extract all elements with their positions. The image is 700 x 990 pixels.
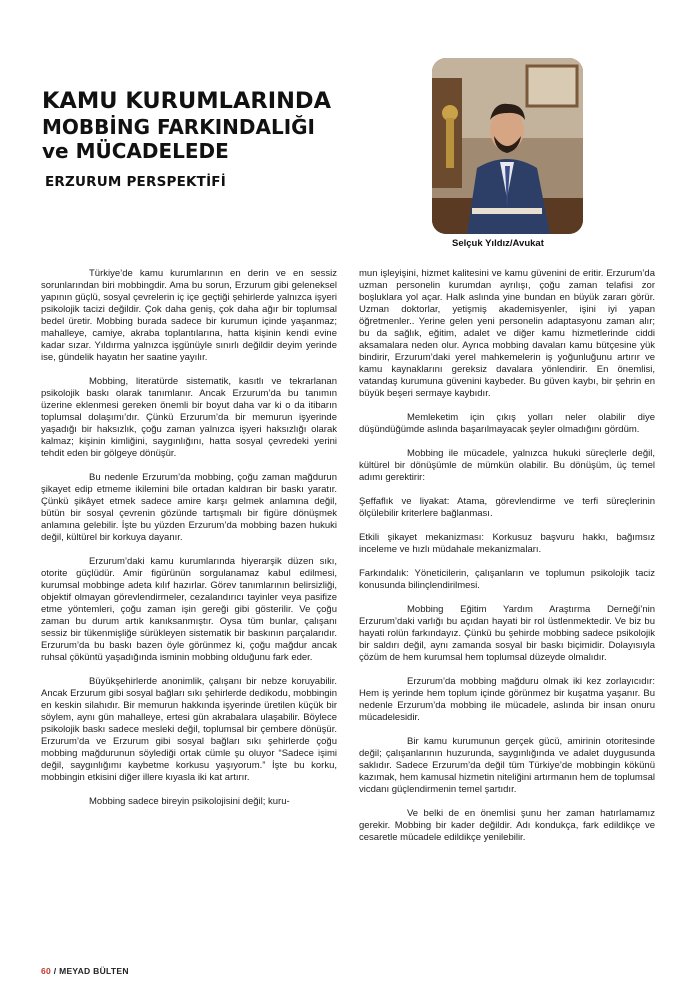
paragraph: Büyükşehirlerde anonimlik, çalışanı bir nebze koruyabilir. Ancak Erzurum gibi sosyal bağları sıkı şehirlerde dedikodu, mobbingin en keskin silahıdır. Bir memurun hakkında işyerinde üretilen küçük bir söylem, aynı gün mahalleye, ertesi gün akrabalara ulaşabilir. Böylece psikolojik baskı sadece mesleki değil, toplumsal bir çembere dönüşür. Erzurum’da ve Erzurum gibi sosyal bağları sıkı şehirlerde çoğu mobbing mağdurunun söylediği ortak cümle şu oluyor “Sadece işimi değil, saygınlığımı kaybetme korkusu yaşıyorum.” İşte bu korku, mobbingin etkisini diğer illere kıyasla iki kat artırır. (41, 676, 337, 783)
article-title (42, 88, 372, 191)
right-column (359, 268, 655, 856)
paragraph: Mobbing sadece bireyin psikolojisini değil; kuru- (89, 796, 290, 807)
page-footer (41, 966, 129, 976)
paragraph: Memleketim için çıkış yolları neler olabilir diye düşündüğümde aslında başarılmayacak şeyler olmadığını gördüm. (359, 412, 655, 435)
paragraph: Mobbing, literatürde sistematik, kasıtlı ve tekrarlanan psikolojik baskı olarak tanımlanır. Ancak Erzurum’da bu tanımın üzerine eklenmesi gereken önemli bir boyut daha var ki o da itibarın toplumsal dolaşımı’dır. Çünkü Erzurum’da bir memurun işyerinde yaşadığı bir haksızlık, çoğu zaman yalnızca işyeri haksızlığı olarak kalmaz; kişinin kimliğini, saygınlığını, hatta sosyal çevredeki yerini tehdit eden bir gölgeye dönüşür. (41, 376, 337, 459)
title-line-2: MOBBİNG FARKINDALIĞI (42, 115, 315, 139)
title-line-1: KAMU KURUMLARINDA (42, 88, 332, 114)
article-subtitle: ERZURUM PERSPEKTİFİ (45, 174, 226, 190)
publication-name: MEYAD BÜLTEN (59, 966, 129, 976)
portrait-photo-icon (432, 58, 583, 234)
left-column (41, 268, 337, 820)
paragraph: Mobbing Eğitim Yardım Araştırma Derneği’nin Erzurum’daki varlığı bu açıdan hayati bir rol üstlenmektedir. Ve biz bu hayati rolün farkındayız. Çünkü bu şehirde mobbing sadece psikolojik bir saldırı değil, aynı zamanda sosyal bir baskı biçimidir. Dolayısıyla çözüm de hem kurumsal hem toplumsal düzeyde olmalıdır. (359, 604, 655, 663)
paragraph: mun işleyişini, hizmet kalitesini ve kamu güvenini de eritir. Erzurum’da uzman personelin kurumdan ayrılışı, çoğu zaman telafisi zor boşluklara yol açar. Halk aslında yine bundan en büyük zararı görür. Uzman doktorlar, yetişmiş akademisyenler, işini iyi yapan öğretmenler.. Yerine gelen yeni personelin adaptasyonu zaman alır; bu da sağlık, eğitim, adalet ve diğer kamu hizmetlerinde ciddi aksamalara neden olur. Ayrıca mobbing davaları kamu bütçesine yük bindirir, Erzurum’daki yerel mahkemelerin iş yoğunluğunu artırır ve kamu kaynaklarını gereksiz davalara yönlendirir. En önemlisi, vatandaş kurumuna güvenini kaybeder. Bu güven kaybı, bir şehrin en büyük beşeri sermaye kaybıdır. (359, 268, 655, 399)
paragraph: Bir kamu kurumunun gerçek gücü, amirinin otoritesinde değil; çalışanlarının huzurunda, saygınlığında ve adalet duygusunda saklıdır. Sadece Erzurum’da değil tüm Türkiye’de mobbingin kökünü kazımak, hem kamusal hizmetin niteliğini artırmanın hem de toplumsal vicdanı güçlendirmenin temel şartıdır. (359, 736, 655, 795)
paragraph: Bu nedenle Erzurum’da mobbing, çoğu zaman mağdurun şikayet edip etmeme ikilemini bile ortadan kaldıran bir baskı yaratır. Çünkü şikâyet etmek sadece amire karşı gelmek anlamına değil, bütün bir sosyal çevrenin gözünde tartışmalı bir figüre dönüşmek anlamına gelebilir. İşte bu yüzden Erzurum’da mobbing bazen hukuki değil, kültürel bir korkuya dayanır. (41, 472, 337, 543)
paragraph: Erzurum’da mobbing mağduru olmak iki kez zorlayıcıdır: Hem iş yerinde hem toplum içinde görünmez bir kuşatma yaşanır. Bu nedenle Erzurum’da mobbing ile mücadele, aslında bir insan onuru mücadelesidir. (359, 676, 655, 723)
author-caption: Selçuk Yıldız/Avukat (452, 238, 544, 249)
author-photo (432, 58, 583, 234)
paragraph: Etkili şikayet mekanizması: Korkusuz başvuru hakkı, bağımsız inceleme ve hızlı müdahale mekanizmaları. (359, 532, 655, 555)
paragraph: Ve belki de en önemlisi şunu her zaman hatırlamamız gerekir. Mobbing bir kader değildir. Adı kondukça, fark edildikçe ve cesaretle mücadele edildikçe yenilebilir. (359, 808, 655, 843)
paragraph: Türkiye’de kamu kurumlarının en derin ve en sessiz sorunlarından biri mobbingdir. Ama bu sorun, Erzurum gibi geleneksel yapının güçlü, sosyal çevrelerin iç içe geçtiği şehirlerde yalnızca işyeri psikolojik tacizi değildir. Çok daha geniş, çok daha ağır bir toplumsal bedel üretir. Mobbing burada sadece bir kurumun içinde yaşanmaz; mahalleye, camiye, akraba toplantılarına, hatta kişinin kendi evine kadar sızar. Yıldırma yalnızca işgünüyle sınırlı değildir deyim yerinde ise, gündelik hayatın her saatine yayılır. (41, 268, 337, 363)
page-number: 60 (41, 966, 52, 976)
footer-separator: / (53, 966, 57, 976)
paragraph: Şeffaflık ve liyakat: Atama, görevlendirme ve terfi süreçlerinin ölçülebilir kriterlere bağlanması. (359, 496, 655, 519)
paragraph: Farkındalık: Yöneticilerin, çalışanların ve toplumun psikolojik taciz konusunda bilinçlendirilmesi. (359, 568, 655, 591)
paragraph: Mobbing ile mücadele, yalnızca hukuki süreçlerle değil, kültürel bir dönüşümle de mümkün olabilir. Bu dönüşüm, üç temel adımı gerektirir: (359, 448, 655, 483)
paragraph: Erzurum’daki kamu kurumlarında hiyerarşik düzen sıkı, otorite güçlüdür. Amir figürünün sorgulanamaz kabul edilmesi, kurumsal mobbinge adeta kılıf hazırlar. Görev tanımlarının belirsizliği, objektif olmayan görevlendirmeler, cezalandırıcı tayinler veya pasifize etme yöntemleri, çoğu zaman işin gereği gibi gösterilir. Ve çoğu zaman bu durum artık kanıksanmıştır. Oysa tüm bunlar, çalışanı sessiz bir tükenmişliğe sürükleyen sistematik bir baskının parçalarıdır. Erzurum’da bu baskı bazen öyle görünmez ki, çoğu mağdur ancak ruhsal çöküntü yaşadığında isminin mobbing olduğunu fark eder. (41, 556, 337, 663)
title-line-3: ve MÜCADELEDE (42, 139, 229, 163)
